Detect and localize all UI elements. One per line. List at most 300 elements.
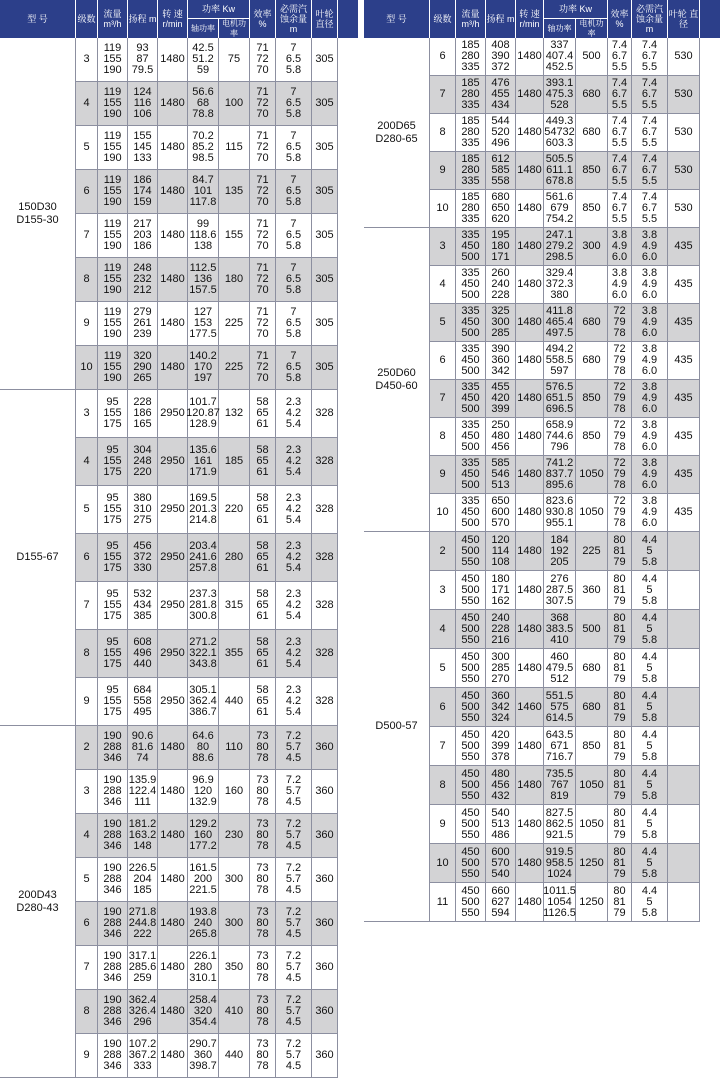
table-row: [76, 946, 338, 990]
speed-cell: 1480: [158, 814, 188, 857]
head-cell: 455 420 399: [486, 380, 516, 417]
efficiency-cell: 80 81 79: [608, 571, 632, 609]
npsh-cell: 3.8 4.9 6.0: [632, 380, 668, 417]
stage-cell: 6: [76, 902, 98, 945]
stage-cell: 7: [76, 946, 98, 989]
model-name: D155-67: [0, 390, 76, 726]
efficiency-cell: 72 79 78: [608, 380, 632, 417]
flow-cell: 119 155 190: [98, 258, 128, 301]
stage-cell: 4: [430, 610, 456, 648]
head-cell: 120 114 108: [486, 532, 516, 570]
table-row: [76, 678, 338, 726]
flow-cell: 190 288 346: [98, 946, 128, 989]
efficiency-cell: 80 81 79: [608, 727, 632, 765]
head-cell: 320 290 265: [128, 346, 158, 389]
motor-power-cell: 225: [219, 346, 250, 389]
speed-cell: 1480: [516, 342, 544, 379]
flow-cell: 190 288 346: [98, 770, 128, 813]
stage-cell: 2: [76, 726, 98, 769]
right-spec-table: [364, 0, 720, 922]
efficiency-cell: 72 79 78: [608, 456, 632, 493]
efficiency-cell: 71 72 70: [250, 214, 276, 257]
flow-cell: 119 155 190: [98, 82, 128, 125]
rows-column: [76, 38, 338, 1078]
stage-cell: 10: [430, 190, 456, 227]
flow-cell: 335 450 500: [456, 266, 486, 303]
table-row: [76, 346, 338, 390]
table-row: [430, 649, 700, 688]
speed-cell: 1460: [516, 688, 544, 726]
speed-cell: 1480: [158, 770, 188, 813]
stage-cell: 9: [76, 678, 98, 725]
motor-power-cell: 185: [219, 438, 250, 485]
efficiency-cell: 7.4 6.7 5.5: [608, 76, 632, 113]
motor-power-cell: 280: [219, 534, 250, 581]
npsh-cell: 3.8 4.9 6.0: [632, 418, 668, 455]
motor-power-cell: 230: [219, 814, 250, 857]
flow-cell: 335 450 500: [456, 494, 486, 531]
head-cell: 304 248 220: [128, 438, 158, 485]
motor-power-cell: 410: [219, 990, 250, 1033]
table-row: [430, 266, 700, 304]
shaft-power-cell: 56.6 68 78.8: [188, 82, 219, 125]
shaft-power-cell: 169.5 201.3 214.8: [188, 486, 219, 533]
table-row: [430, 228, 700, 266]
head-cell: 93 87 79.5: [128, 38, 158, 81]
flow-cell: 450 500 550: [456, 844, 486, 882]
npsh-cell: 7.2 5.7 4.5: [276, 770, 312, 813]
table-row: [76, 1034, 338, 1078]
efficiency-cell: 72 79 78: [608, 342, 632, 379]
impeller-cell: 360: [312, 1034, 338, 1077]
speed-cell: 1480: [516, 190, 544, 227]
shaft-power-cell: 101.7 120.87 128.9: [188, 390, 219, 437]
table-row: [76, 302, 338, 346]
motor-power-cell: 500: [576, 610, 608, 648]
speed-cell: 2950: [158, 582, 188, 629]
motor-power-cell: [576, 266, 608, 303]
npsh-cell: 7.2 5.7 4.5: [276, 946, 312, 989]
head-cell: 544 520 496: [486, 114, 516, 151]
speed-cell: 1480: [158, 858, 188, 901]
head-cell: 195 180 171: [486, 228, 516, 265]
head-cell: 660 627 594: [486, 883, 516, 921]
stage-cell: 8: [76, 258, 98, 301]
flow-cell: 119 155 190: [98, 214, 128, 257]
flow-cell: 95 155 175: [98, 630, 128, 677]
table-row: [76, 902, 338, 946]
npsh-cell: 7.4 6.7 5.5: [632, 76, 668, 113]
efficiency-cell: 72 79 78: [608, 494, 632, 531]
header-npsh: 必需汽 蚀余量 m: [276, 0, 312, 38]
efficiency-cell: 58 65 61: [250, 534, 276, 581]
impeller-cell: [668, 649, 700, 687]
model-column: [364, 38, 430, 922]
head-cell: 420 399 378: [486, 727, 516, 765]
table-row: [430, 727, 700, 766]
speed-cell: 1480: [516, 380, 544, 417]
npsh-cell: 4.4 5 5.8: [632, 766, 668, 804]
efficiency-cell: 73 80 78: [250, 1034, 276, 1077]
table-row: [430, 571, 700, 610]
impeller-cell: 360: [312, 990, 338, 1033]
impeller-cell: 435: [668, 418, 700, 455]
motor-power-cell: 680: [576, 688, 608, 726]
speed-cell: 1480: [516, 266, 544, 303]
motor-power-cell: 500: [576, 38, 608, 75]
head-cell: 540 513 486: [486, 805, 516, 843]
head-cell: 271.8 244.8 222: [128, 902, 158, 945]
shaft-power-cell: 290.7 360 398.7: [188, 1034, 219, 1077]
impeller-cell: 435: [668, 456, 700, 493]
speed-cell: 1480: [516, 456, 544, 493]
table-row: [430, 190, 700, 228]
efficiency-cell: 71 72 70: [250, 302, 276, 345]
stage-cell: 10: [430, 494, 456, 531]
stage-cell: 7: [430, 76, 456, 113]
header-model: 型 号: [364, 0, 430, 38]
efficiency-cell: 58 65 61: [250, 486, 276, 533]
motor-power-cell: 360: [576, 571, 608, 609]
head-cell: 480 456 432: [486, 766, 516, 804]
impeller-cell: 360: [312, 770, 338, 813]
efficiency-cell: 7.4 6.7 5.5: [608, 190, 632, 227]
impeller-cell: [668, 883, 700, 921]
head-cell: 217 203 186: [128, 214, 158, 257]
header-efficiency: 效率 %: [608, 0, 632, 38]
stage-cell: 8: [430, 766, 456, 804]
motor-power-cell: 680: [576, 342, 608, 379]
table-row: [76, 438, 338, 486]
stage-cell: 5: [430, 304, 456, 341]
impeller-cell: 360: [312, 902, 338, 945]
speed-cell: 1480: [516, 649, 544, 687]
head-cell: 532 434 385: [128, 582, 158, 629]
speed-cell: 1480: [158, 170, 188, 213]
head-cell: 476 455 434: [486, 76, 516, 113]
speed-cell: 1480: [516, 228, 544, 265]
motor-power-cell: 355: [219, 630, 250, 677]
head-cell: 456 372 330: [128, 534, 158, 581]
table-row: [76, 214, 338, 258]
flow-cell: 119 155 190: [98, 126, 128, 169]
table-row: [430, 610, 700, 649]
flow-cell: 95 155 175: [98, 534, 128, 581]
impeller-cell: [668, 688, 700, 726]
stage-cell: 3: [430, 228, 456, 265]
speed-cell: 1480: [516, 844, 544, 882]
flow-cell: 335 450 500: [456, 228, 486, 265]
npsh-cell: 2.3 4.2 5.4: [276, 438, 312, 485]
impeller-cell: [668, 805, 700, 843]
shaft-power-cell: 64.6 80 88.6: [188, 726, 219, 769]
stage-cell: 7: [430, 727, 456, 765]
motor-power-cell: 315: [219, 582, 250, 629]
speed-cell: 1480: [516, 883, 544, 921]
npsh-cell: 2.3 4.2 5.4: [276, 582, 312, 629]
model-name: 250D60 D450-60: [364, 228, 430, 532]
head-cell: 240 228 216: [486, 610, 516, 648]
efficiency-cell: 3.8 4.9 6.0: [608, 266, 632, 303]
npsh-cell: 3.8 4.9 6.0: [632, 494, 668, 531]
head-cell: 300 285 270: [486, 649, 516, 687]
npsh-cell: 4.4 5 5.8: [632, 610, 668, 648]
speed-cell: 1480: [516, 418, 544, 455]
head-cell: 180 171 162: [486, 571, 516, 609]
stage-cell: 4: [76, 438, 98, 485]
header-flow: 流量 m³/h: [98, 0, 128, 38]
impeller-cell: 530: [668, 152, 700, 189]
motor-power-cell: 1050: [576, 456, 608, 493]
header-impeller: 叶轮 直径: [668, 0, 700, 38]
npsh-cell: 2.3 4.2 5.4: [276, 486, 312, 533]
shaft-power-cell: 193.8 240 265.8: [188, 902, 219, 945]
shaft-power-cell: 247.1 279.2 298.5: [544, 228, 576, 265]
npsh-cell: 7.4 6.7 5.5: [632, 152, 668, 189]
stage-cell: 4: [76, 814, 98, 857]
table-row: [76, 726, 338, 770]
npsh-cell: 7 6.5 5.8: [276, 214, 312, 257]
impeller-cell: [668, 532, 700, 570]
motor-power-cell: 132: [219, 390, 250, 437]
stage-cell: 7: [76, 582, 98, 629]
flow-cell: 190 288 346: [98, 858, 128, 901]
impeller-cell: 328: [312, 582, 338, 629]
shaft-power-cell: 393.1 475.3 528: [544, 76, 576, 113]
flow-cell: 335 450 500: [456, 418, 486, 455]
impeller-cell: 305: [312, 38, 338, 81]
head-cell: 612 585 558: [486, 152, 516, 189]
speed-cell: 2950: [158, 534, 188, 581]
npsh-cell: 2.3 4.2 5.4: [276, 534, 312, 581]
motor-power-cell: 75: [219, 38, 250, 81]
flow-cell: 95 155 175: [98, 390, 128, 437]
shaft-power-cell: 96.9 120 132.9: [188, 770, 219, 813]
flow-cell: 190 288 346: [98, 1034, 128, 1077]
impeller-cell: 328: [312, 534, 338, 581]
shaft-power-cell: 337 407.4 452.5: [544, 38, 576, 75]
table-row: [76, 38, 338, 82]
npsh-cell: 7 6.5 5.8: [276, 126, 312, 169]
motor-power-cell: 1050: [576, 805, 608, 843]
flow-cell: 119 155 190: [98, 346, 128, 389]
impeller-cell: 305: [312, 82, 338, 125]
speed-cell: 1480: [516, 571, 544, 609]
npsh-cell: 7.4 6.7 5.5: [632, 190, 668, 227]
head-cell: 135.9 122.4 111: [128, 770, 158, 813]
efficiency-cell: 71 72 70: [250, 38, 276, 81]
stage-cell: 9: [76, 1034, 98, 1077]
efficiency-cell: 71 72 70: [250, 346, 276, 389]
header-shaft-power: 轴功率: [188, 19, 219, 38]
impeller-cell: 360: [312, 946, 338, 989]
left-table-body: [0, 38, 358, 1078]
flow-cell: 335 450 500: [456, 380, 486, 417]
table-row: [430, 688, 700, 727]
speed-cell: 1480: [158, 302, 188, 345]
npsh-cell: 7 6.5 5.8: [276, 170, 312, 213]
shaft-power-cell: 70.2 85.2 98.5: [188, 126, 219, 169]
model-name: 150D30 D155-30: [0, 38, 76, 390]
shaft-power-cell: 658.9 744.6 796: [544, 418, 576, 455]
motor-power-cell: 180: [219, 258, 250, 301]
efficiency-cell: 7.4 6.7 5.5: [608, 114, 632, 151]
shaft-power-cell: 329.4 372.3 380: [544, 266, 576, 303]
motor-power-cell: 680: [576, 76, 608, 113]
impeller-cell: 328: [312, 438, 338, 485]
impeller-cell: 328: [312, 486, 338, 533]
table-row: [430, 152, 700, 190]
speed-cell: 1480: [158, 214, 188, 257]
motor-power-cell: 850: [576, 418, 608, 455]
impeller-cell: 305: [312, 214, 338, 257]
motor-power-cell: 225: [576, 532, 608, 570]
npsh-cell: 7 6.5 5.8: [276, 302, 312, 345]
motor-power-cell: 1050: [576, 766, 608, 804]
stage-cell: 10: [430, 844, 456, 882]
shaft-power-cell: 494.2 558.5 597: [544, 342, 576, 379]
header-motor-power: 电机功率: [579, 18, 604, 38]
header-shaft-power: 轴功率: [544, 19, 576, 38]
npsh-cell: 3.8 4.9 6.0: [632, 342, 668, 379]
stage-cell: 6: [76, 170, 98, 213]
speed-cell: 1480: [516, 152, 544, 189]
efficiency-cell: 73 80 78: [250, 814, 276, 857]
flow-cell: 185 280 335: [456, 114, 486, 151]
motor-power-cell: 110: [219, 726, 250, 769]
header-speed: 转 速 r/min: [158, 0, 188, 38]
efficiency-cell: 3.8 4.9 6.0: [608, 228, 632, 265]
stage-cell: 3: [76, 770, 98, 813]
motor-power-cell: 1050: [576, 494, 608, 531]
speed-cell: 2950: [158, 486, 188, 533]
head-cell: 260 240 228: [486, 266, 516, 303]
stage-cell: 6: [430, 688, 456, 726]
speed-cell: 1480: [516, 494, 544, 531]
stage-cell: 4: [76, 82, 98, 125]
model-column: [0, 38, 76, 1078]
speed-cell: 2950: [158, 630, 188, 677]
table-row: [430, 844, 700, 883]
shaft-power-cell: 140.2 170 197: [188, 346, 219, 389]
efficiency-cell: 80 81 79: [608, 688, 632, 726]
impeller-cell: 435: [668, 266, 700, 303]
table-row: [430, 304, 700, 342]
stage-cell: 3: [76, 390, 98, 437]
table-row: [76, 630, 338, 678]
motor-power-cell: 850: [576, 152, 608, 189]
header-power-title: 功率 Kw: [188, 0, 249, 19]
speed-cell: 1480: [158, 990, 188, 1033]
stage-cell: 3: [76, 38, 98, 81]
impeller-cell: [668, 844, 700, 882]
head-cell: 226.5 204 185: [128, 858, 158, 901]
impeller-cell: 305: [312, 258, 338, 301]
npsh-cell: 4.4 5 5.8: [632, 532, 668, 570]
impeller-cell: 305: [312, 126, 338, 169]
npsh-cell: 7 6.5 5.8: [276, 346, 312, 389]
npsh-cell: 7.2 5.7 4.5: [276, 726, 312, 769]
efficiency-cell: 73 80 78: [250, 902, 276, 945]
shaft-power-cell: 237.3 281.8 300.8: [188, 582, 219, 629]
table-row: [76, 390, 338, 438]
header-head: 扬程 m: [128, 0, 158, 38]
head-cell: 248 232 212: [128, 258, 158, 301]
table-row: [430, 342, 700, 380]
table-row: [76, 486, 338, 534]
npsh-cell: 2.3 4.2 5.4: [276, 678, 312, 725]
motor-power-cell: 135: [219, 170, 250, 213]
npsh-cell: 7 6.5 5.8: [276, 82, 312, 125]
flow-cell: 450 500 550: [456, 766, 486, 804]
stage-cell: 8: [430, 114, 456, 151]
flow-cell: 335 450 500: [456, 456, 486, 493]
table-row: [430, 494, 700, 532]
shaft-power-cell: 460 479.5 512: [544, 649, 576, 687]
motor-power-cell: 300: [219, 858, 250, 901]
table-row: [76, 534, 338, 582]
speed-cell: 2950: [158, 678, 188, 725]
shaft-power-cell: 827.5 862.5 921.5: [544, 805, 576, 843]
flow-cell: 119 155 190: [98, 302, 128, 345]
table-row: [430, 532, 700, 571]
head-cell: 684 558 495: [128, 678, 158, 725]
flow-cell: 119 155 190: [98, 38, 128, 81]
table-row: [430, 114, 700, 152]
shaft-power-cell: 84.7 101 117.8: [188, 170, 219, 213]
flow-cell: 190 288 346: [98, 990, 128, 1033]
motor-power-cell: 850: [576, 727, 608, 765]
npsh-cell: 7.2 5.7 4.5: [276, 858, 312, 901]
head-cell: 124 116 106: [128, 82, 158, 125]
head-cell: 585 546 513: [486, 456, 516, 493]
table-row: [76, 814, 338, 858]
impeller-cell: 360: [312, 726, 338, 769]
stage-cell: 5: [76, 858, 98, 901]
speed-cell: 1480: [158, 1034, 188, 1077]
npsh-cell: 4.4 5 5.8: [632, 688, 668, 726]
stage-cell: 9: [76, 302, 98, 345]
npsh-cell: 2.3 4.2 5.4: [276, 630, 312, 677]
head-cell: 360 342 324: [486, 688, 516, 726]
shaft-power-cell: 741.2 837.7 895.6: [544, 456, 576, 493]
efficiency-cell: 58 65 61: [250, 438, 276, 485]
npsh-cell: 7.2 5.7 4.5: [276, 902, 312, 945]
header-impeller: 叶轮 直径: [312, 0, 338, 38]
table-row: [430, 418, 700, 456]
impeller-cell: 305: [312, 302, 338, 345]
speed-cell: 1480: [516, 532, 544, 570]
speed-cell: 1480: [516, 727, 544, 765]
flow-cell: 185 280 335: [456, 38, 486, 75]
speed-cell: 1480: [158, 82, 188, 125]
shaft-power-cell: 276 287.5 307.5: [544, 571, 576, 609]
table-row: [76, 170, 338, 214]
impeller-cell: [668, 766, 700, 804]
head-cell: 390 360 342: [486, 342, 516, 379]
head-cell: 600 570 540: [486, 844, 516, 882]
header-efficiency: 效率 %: [250, 0, 276, 38]
table-row: [76, 126, 338, 170]
motor-power-cell: 225: [219, 302, 250, 345]
impeller-cell: 435: [668, 342, 700, 379]
shaft-power-cell: 99 118.6 138: [188, 214, 219, 257]
npsh-cell: 3.8 4.9 6.0: [632, 304, 668, 341]
impeller-cell: 435: [668, 380, 700, 417]
flow-cell: 450 500 550: [456, 610, 486, 648]
speed-cell: 1480: [158, 946, 188, 989]
shaft-power-cell: 411.8 465.4 497.5: [544, 304, 576, 341]
